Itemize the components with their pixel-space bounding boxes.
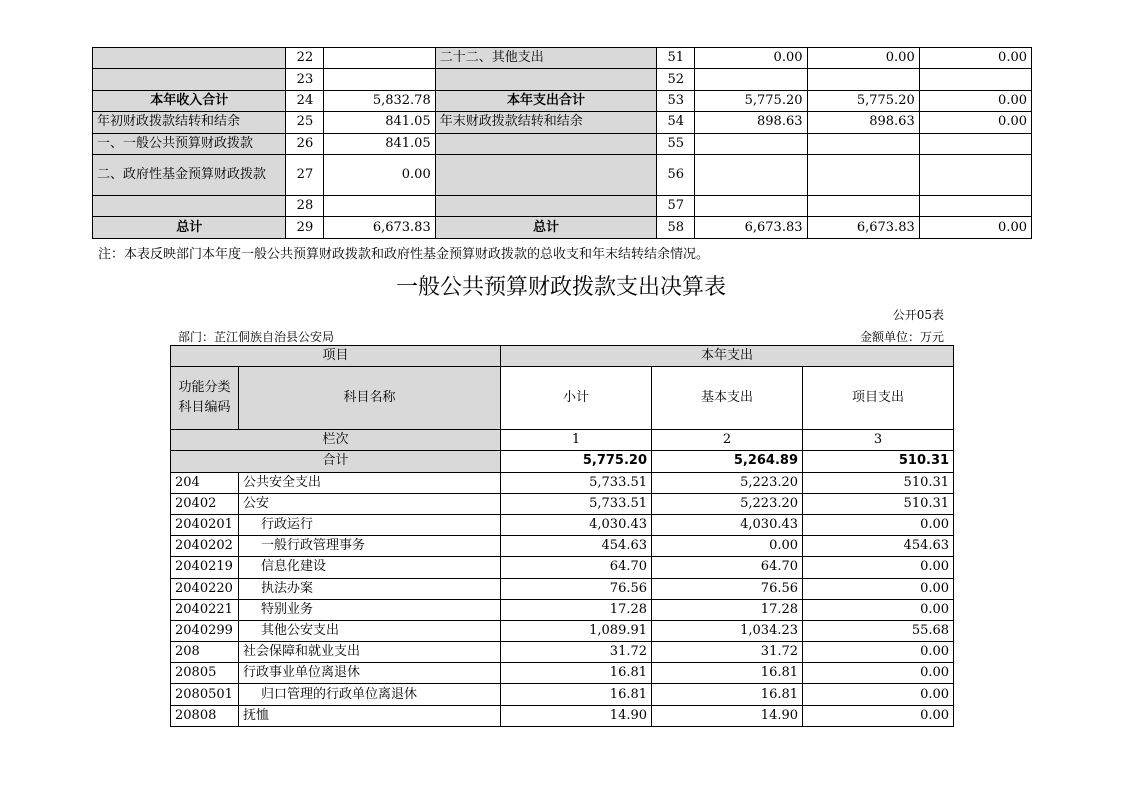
basic-value: 5,223.20 (652, 472, 803, 493)
subtotal-value: 31.72 (501, 642, 652, 663)
subject-name: 公共安全支出 (239, 472, 501, 493)
subject-code: 20805 (171, 663, 239, 684)
subtotal-value: 14.90 (501, 705, 652, 726)
subject-code: 20402 (171, 493, 239, 514)
left-amount: 6,673.83 (324, 217, 435, 238)
subject-code: 2040219 (171, 557, 239, 578)
header-project-expenditure: 项目支出 (803, 367, 954, 430)
value-2 (807, 69, 919, 90)
table-row (171, 620, 954, 641)
left-amount: 5,832.78 (324, 90, 435, 111)
left-label: 年初财政拨款结转和结余 (93, 112, 286, 133)
table-row (171, 472, 954, 493)
form-number: 公开05表 (892, 308, 944, 322)
table-row (93, 48, 1032, 69)
left-row-no: 27 (286, 154, 324, 195)
basic-value: 16.81 (652, 684, 803, 705)
right-row-no: 53 (657, 90, 695, 111)
right-label (435, 133, 656, 154)
table-row (171, 493, 954, 514)
value-1 (695, 69, 807, 90)
column-number-3: 3 (803, 430, 954, 451)
table-row (171, 642, 954, 663)
header-year-expenditure: 本年支出 (501, 346, 954, 367)
header-row (171, 346, 954, 367)
subject-code: 2040201 (171, 514, 239, 535)
subtotal-value: 454.63 (501, 536, 652, 557)
project-value: 0.00 (803, 684, 954, 705)
basic-value: 14.90 (652, 705, 803, 726)
subject-name: 抚恤 (239, 705, 501, 726)
left-row-no: 22 (286, 48, 324, 69)
left-label (93, 195, 286, 216)
amount-unit-label: 金额单位：万元 (859, 330, 944, 344)
header-function-code: 功能分类科目编码 (171, 367, 239, 430)
subject-code: 2080501 (171, 684, 239, 705)
subject-name: 归口管理的行政单位离退休 (239, 684, 501, 705)
project-value: 0.00 (803, 599, 954, 620)
right-row-no: 52 (657, 69, 695, 90)
table-row (93, 112, 1032, 133)
value-2: 898.63 (807, 112, 919, 133)
right-row-no: 55 (657, 133, 695, 154)
subject-name: 其他公安支出 (239, 620, 501, 641)
value-3: 0.00 (919, 112, 1031, 133)
right-row-no: 58 (657, 217, 695, 238)
subtotal-value: 4,030.43 (501, 514, 652, 535)
left-amount: 841.05 (324, 133, 435, 154)
value-2 (807, 195, 919, 216)
table-row (93, 154, 1032, 195)
subject-code: 208 (171, 642, 239, 663)
value-3: 0.00 (919, 90, 1031, 111)
total-row (171, 451, 954, 472)
project-value: 510.31 (803, 493, 954, 514)
column-number-row (171, 430, 954, 451)
table-row (171, 599, 954, 620)
subtotal-value: 64.70 (501, 557, 652, 578)
table-row (93, 195, 1032, 216)
subject-name: 信息化建设 (239, 557, 501, 578)
right-row-no: 51 (657, 48, 695, 69)
value-3 (919, 154, 1031, 195)
table-row (93, 69, 1032, 90)
right-row-no: 56 (657, 154, 695, 195)
total-subtotal: 5,775.20 (501, 451, 652, 472)
project-value: 55.68 (803, 620, 954, 641)
basic-value: 31.72 (652, 642, 803, 663)
left-amount (324, 69, 435, 90)
subtotal-value: 76.56 (501, 578, 652, 599)
value-2 (807, 154, 919, 195)
value-3 (919, 69, 1031, 90)
subject-name: 公安 (239, 493, 501, 514)
basic-value: 5,223.20 (652, 493, 803, 514)
subject-name: 社会保障和就业支出 (239, 642, 501, 663)
expenditure-table (170, 345, 954, 727)
table-note: 注：本表反映部门本年度一般公共预算财政拨款和政府性基金预算财政拨款的总收支和年末结转结余情况。 (98, 247, 710, 262)
left-row-no: 24 (286, 90, 324, 111)
table-row (171, 705, 954, 726)
right-label: 二十二、其他支出 (435, 48, 656, 69)
left-row-no: 23 (286, 69, 324, 90)
value-3: 0.00 (919, 217, 1031, 238)
project-value: 0.00 (803, 705, 954, 726)
table-row (171, 557, 954, 578)
value-2: 6,673.83 (807, 217, 919, 238)
value-3: 0.00 (919, 48, 1031, 69)
value-1: 0.00 (695, 48, 807, 69)
left-row-no: 29 (286, 217, 324, 238)
subject-name: 行政事业单位离退休 (239, 663, 501, 684)
header-subtotal: 小计 (501, 367, 652, 430)
page-title: 一般公共预算财政拨款支出决算表 (395, 275, 726, 300)
basic-value: 64.70 (652, 557, 803, 578)
left-amount: 841.05 (324, 112, 435, 133)
table-row (93, 90, 1032, 111)
subtotal-value: 16.81 (501, 684, 652, 705)
value-1: 5,775.20 (695, 90, 807, 111)
table-row (171, 514, 954, 535)
basic-value: 4,030.43 (652, 514, 803, 535)
value-1: 6,673.83 (695, 217, 807, 238)
header-subject-name: 科目名称 (239, 367, 501, 430)
header-item: 项目 (171, 346, 501, 367)
basic-value: 1,034.23 (652, 620, 803, 641)
left-label: 二、政府性基金预算财政拨款 (93, 154, 286, 195)
subtotal-value: 17.28 (501, 599, 652, 620)
right-label: 总计 (435, 217, 656, 238)
value-1: 898.63 (695, 112, 807, 133)
total-project: 510.31 (803, 451, 954, 472)
value-3 (919, 195, 1031, 216)
table-row (171, 536, 954, 557)
table-row (171, 663, 954, 684)
right-label: 本年支出合计 (435, 90, 656, 111)
subject-code: 20808 (171, 705, 239, 726)
subtotal-value: 16.81 (501, 663, 652, 684)
value-1 (695, 154, 807, 195)
table-row (171, 684, 954, 705)
subject-code: 2040220 (171, 578, 239, 599)
department-label: 部门：芷江侗族自治县公安局 (178, 330, 335, 344)
project-value: 0.00 (803, 663, 954, 684)
value-1 (695, 195, 807, 216)
value-2: 5,775.20 (807, 90, 919, 111)
total-label: 合计 (171, 451, 501, 472)
value-3 (919, 133, 1031, 154)
subject-code: 204 (171, 472, 239, 493)
right-label (435, 154, 656, 195)
left-row-no: 25 (286, 112, 324, 133)
left-label: 一、一般公共预算财政拨款 (93, 133, 286, 154)
table-row (93, 217, 1032, 238)
basic-value: 0.00 (652, 536, 803, 557)
subject-code: 2040299 (171, 620, 239, 641)
subject-name: 行政运行 (239, 514, 501, 535)
right-label (435, 69, 656, 90)
subject-name: 执法办案 (239, 578, 501, 599)
left-row-no: 26 (286, 133, 324, 154)
left-amount (324, 195, 435, 216)
column-number-label: 栏次 (171, 430, 501, 451)
column-number-1: 1 (501, 430, 652, 451)
project-value: 0.00 (803, 557, 954, 578)
right-label (435, 195, 656, 216)
left-label (93, 48, 286, 69)
left-label: 总计 (93, 217, 286, 238)
subtotal-value: 5,733.51 (501, 472, 652, 493)
subtotal-value: 5,733.51 (501, 493, 652, 514)
value-2: 0.00 (807, 48, 919, 69)
left-amount: 0.00 (324, 154, 435, 195)
basic-value: 76.56 (652, 578, 803, 599)
income-expenditure-summary-table (92, 47, 1032, 239)
right-row-no: 57 (657, 195, 695, 216)
value-1 (695, 133, 807, 154)
project-value: 0.00 (803, 578, 954, 599)
basic-value: 17.28 (652, 599, 803, 620)
basic-value: 16.81 (652, 663, 803, 684)
total-basic: 5,264.89 (652, 451, 803, 472)
subtotal-value: 1,089.91 (501, 620, 652, 641)
value-2 (807, 133, 919, 154)
left-row-no: 28 (286, 195, 324, 216)
subject-name: 一般行政管理事务 (239, 536, 501, 557)
right-row-no: 54 (657, 112, 695, 133)
project-value: 0.00 (803, 514, 954, 535)
left-label (93, 69, 286, 90)
project-value: 510.31 (803, 472, 954, 493)
table-row (93, 133, 1032, 154)
left-label: 本年收入合计 (93, 90, 286, 111)
subject-code: 2040202 (171, 536, 239, 557)
header-row (171, 367, 954, 430)
project-value: 0.00 (803, 642, 954, 663)
left-amount (324, 48, 435, 69)
project-value: 454.63 (803, 536, 954, 557)
right-label: 年末财政拨款结转和结余 (435, 112, 656, 133)
table-row (171, 578, 954, 599)
column-number-2: 2 (652, 430, 803, 451)
subject-name: 特别业务 (239, 599, 501, 620)
subject-code: 2040221 (171, 599, 239, 620)
header-basic-expenditure: 基本支出 (652, 367, 803, 430)
